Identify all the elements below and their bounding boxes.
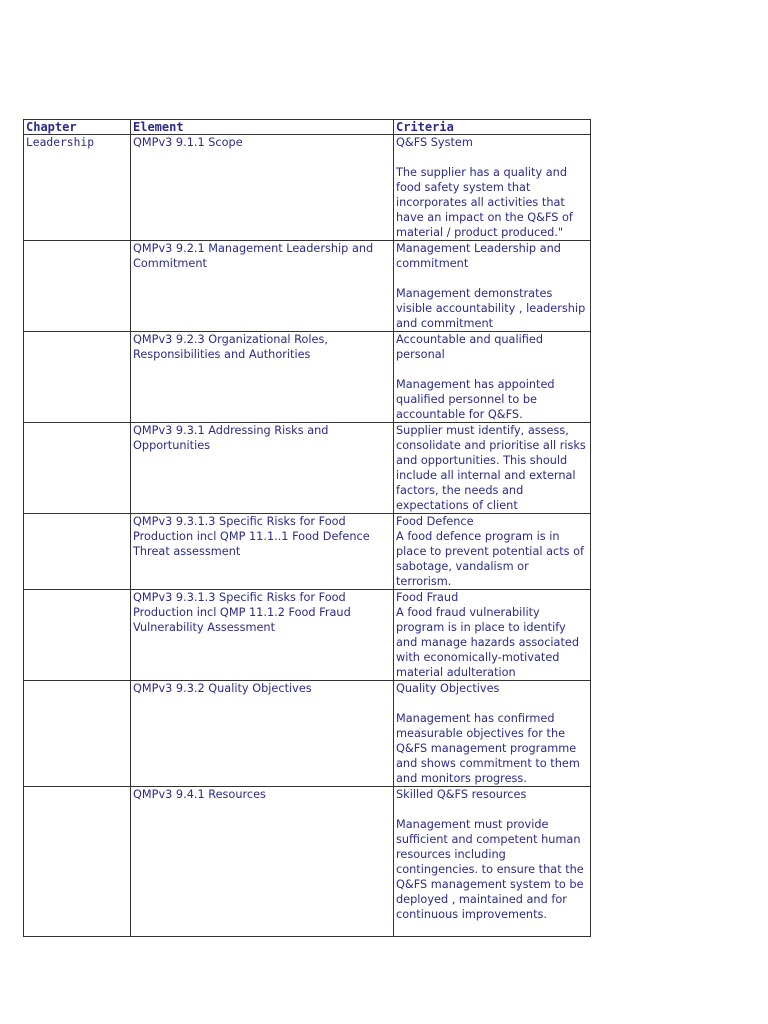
criteria-cell (394, 787, 591, 937)
table-row (24, 787, 591, 937)
element-label: QMPv3 9.3.1.3 Specific Risks for Food Production incl QMP 11.1..1 Food Defence Threat assessment (133, 515, 370, 558)
element-label: QMPv3 9.3.1.3 Specific Risks for Food Production incl QMP 11.1.2 Food Fraud Vulnerability Assessment (133, 591, 351, 634)
column-header-element: Element (131, 120, 394, 135)
table-row (24, 590, 591, 681)
chapter-cell (24, 135, 131, 241)
criteria-cell (394, 241, 591, 332)
criteria-body: Management demonstrates visible accountability , leadership and commitment (396, 287, 586, 330)
criteria-text: Food Defence A food defence program is in place to prevent potential acts of sabotage, vandalism or terrorism. (396, 515, 585, 588)
element-cell (131, 135, 394, 241)
criteria-table (23, 119, 591, 937)
criteria-body: Management must provide sufficient and competent human resources including contingencies. to ensure that the Q&FS management system to be deployed , maintained and for continuous improvements. (396, 818, 584, 921)
criteria-text: Supplier must identify, assess, consolidate and prioritise all risks and opportunities. This should include all internal and external factors, the needs and expectations of client (396, 424, 586, 512)
table-row (24, 332, 591, 423)
criteria-body: Management has confirmed measurable objectives for the Q&FS management programme and shows commitment to them and monitors progress. (396, 712, 580, 785)
element-cell (131, 332, 394, 423)
element-cell (131, 423, 394, 514)
chapter-cell (24, 590, 131, 681)
criteria-title: Management Leadership and commitment (396, 242, 561, 270)
chapter-cell (24, 332, 131, 423)
element-label: QMPv3 9.3.1 Addressing Risks and Opportunities (133, 424, 329, 452)
criteria-title: Quality Objectives (396, 682, 500, 695)
criteria-cell (394, 332, 591, 423)
criteria-cell (394, 135, 591, 241)
element-label: QMPv3 9.2.3 Organizational Roles, Responsibilities and Authorities (133, 333, 328, 361)
element-cell (131, 787, 394, 937)
criteria-body: Management has appointed qualified personnel to be accountable for Q&FS. (396, 378, 555, 421)
criteria-text: Food Fraud A food fraud vulnerability program is in place to identify and manage hazards associated with economically-motivated material adulteration (396, 591, 580, 679)
element-label: QMPv3 9.4.1 Resources (133, 788, 266, 801)
element-cell (131, 241, 394, 332)
element-label: QMPv3 9.2.1 Management Leadership and Commitment (133, 242, 374, 270)
element-label: QMPv3 9.1.1 Scope (133, 136, 243, 149)
element-cell (131, 590, 394, 681)
criteria-title: Q&FS System (396, 136, 473, 149)
chapter-cell (24, 681, 131, 787)
table-header-row (24, 120, 591, 135)
chapter-cell (24, 241, 131, 332)
table-row (24, 241, 591, 332)
column-header-chapter: Chapter (24, 120, 131, 135)
table-row (24, 514, 591, 590)
column-header-criteria: Criteria (394, 120, 591, 135)
chapter-cell (24, 514, 131, 590)
element-label: QMPv3 9.3.2 Quality Objectives (133, 682, 312, 695)
table-row (24, 135, 591, 241)
element-cell (131, 514, 394, 590)
chapter-label: Leadership (26, 136, 95, 149)
criteria-cell (394, 423, 591, 514)
criteria-title: Skilled Q&FS resources (396, 788, 527, 801)
element-cell (131, 681, 394, 787)
table-row (24, 681, 591, 787)
criteria-title: Accountable and qualified personal (396, 333, 543, 361)
chapter-cell (24, 787, 131, 937)
chapter-cell (24, 423, 131, 514)
table-row (24, 423, 591, 514)
criteria-cell (394, 681, 591, 787)
criteria-cell (394, 590, 591, 681)
criteria-body: The supplier has a quality and food safety system that incorporates all activities that have an impact on the Q&FS of material / product produced." (396, 166, 573, 239)
criteria-cell (394, 514, 591, 590)
